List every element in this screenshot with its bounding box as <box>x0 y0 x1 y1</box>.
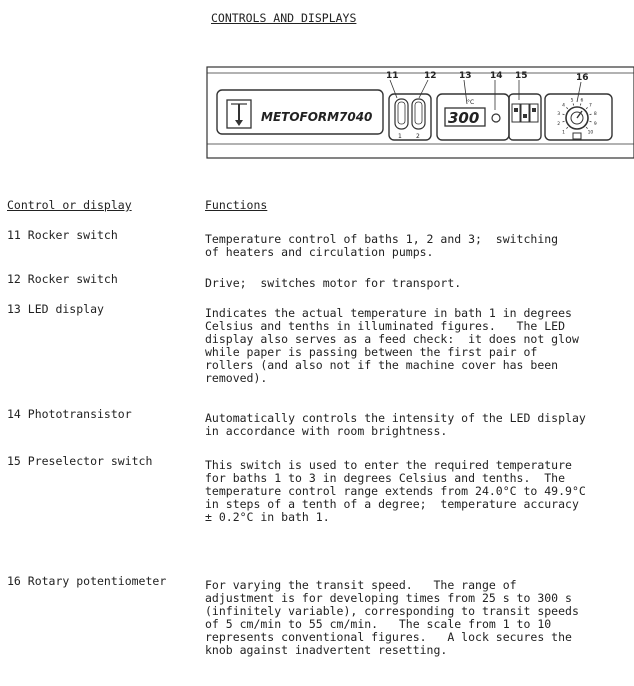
brand-name: METOFORM <box>261 110 340 124</box>
row-label-phototransistor: 14 Phototransistor <box>7 407 132 421</box>
display-unit: °C <box>467 99 475 106</box>
dial-tick <box>590 121 592 122</box>
row-text-rocker-switch-11: Temperature control of baths 1, 2 and 3; switching of heaters and circulation pumps. <box>205 232 559 259</box>
column-header-control: Control or display <box>7 198 132 212</box>
row-label-rocker-switch-11: 11 Rocker switch <box>7 228 118 242</box>
callout-16: 16 <box>576 73 589 83</box>
callout-12: 12 <box>424 71 437 81</box>
led-display-value: 300 <box>448 109 480 127</box>
dial-tick <box>566 127 567 128</box>
switch-mark-2: 2 <box>416 133 420 140</box>
model-number: 7040 <box>339 110 373 124</box>
dial-mark-label: 4 <box>562 103 566 109</box>
dial-mark-label: 5 <box>570 98 574 104</box>
callout-11: 11 <box>386 71 399 81</box>
callout-13: 13 <box>459 71 472 81</box>
dial-mark-label: 6 <box>580 98 584 104</box>
dial-mark-label: 7 <box>588 103 592 109</box>
switch-mark-1: 1 <box>398 133 402 140</box>
dial-mark-label: 10 <box>587 130 594 136</box>
dial-tick <box>590 114 592 115</box>
dial-mark-label: 8 <box>593 112 597 118</box>
callout-15: 15 <box>515 71 528 81</box>
dial-tick <box>573 104 574 106</box>
dial-mark-label: 3 <box>557 112 561 118</box>
row-text-phototransistor: Automatically controls the intensity of the LED display in accordance with room brightness. <box>205 411 586 438</box>
row-text-preselector-switch: This switch is used to enter the required temperature for baths 1 to 3 in degrees Celsius and tenths. The temperature control range extends from 24.0°C to 49.9°C in steps of a tenth of a degree; temperature accuracy ± 0.2°C in bath 1. <box>205 458 586 524</box>
dial-mark-label: 9 <box>593 121 597 127</box>
control-panel-diagram <box>205 66 634 166</box>
row-text-rotary-potentiometer: For varying the transit speed. The range of adjustment is for developing times from 25 s to 300 s (infinitely variable), corresponding to transit speeds of 5 cm/min to 55 cm/min. The scale from 1 to 10 represents conventional figures. A lock secures the knob against inadvertent resetting. <box>205 578 579 657</box>
dial-tick <box>586 127 587 128</box>
phototransistor <box>492 114 500 122</box>
callout-14: 14 <box>490 71 503 81</box>
dial-tick <box>563 121 565 122</box>
page-title: CONTROLS AND DISPLAYS <box>211 11 357 25</box>
knob-lock-icon <box>573 133 581 139</box>
dial-tick <box>586 107 587 108</box>
dial-tick <box>563 114 565 115</box>
row-label-rocker-switch-12: 12 Rocker switch <box>7 272 118 286</box>
dial-tick <box>580 104 581 106</box>
dial-mark-label: 1 <box>562 130 566 136</box>
row-label-led-display: 13 LED display <box>7 302 104 316</box>
row-label-rotary-potentiometer: 16 Rotary potentiometer <box>7 574 167 588</box>
dial-tick <box>566 107 567 108</box>
row-label-preselector-switch: 15 Preselector switch <box>7 454 153 468</box>
dial-mark-label: 2 <box>557 121 561 127</box>
row-text-led-display: Indicates the actual temperature in bath 1 in degrees Celsius and tenths in illuminated figures. The LED display also serves as a feed check: it does not glow while paper is passing between the first pair of rollers (and also not if the machine cover has been removed). <box>205 306 579 385</box>
column-header-functions: Functions <box>205 198 268 212</box>
row-text-rocker-switch-12: Drive; switches motor for transport. <box>205 276 462 290</box>
